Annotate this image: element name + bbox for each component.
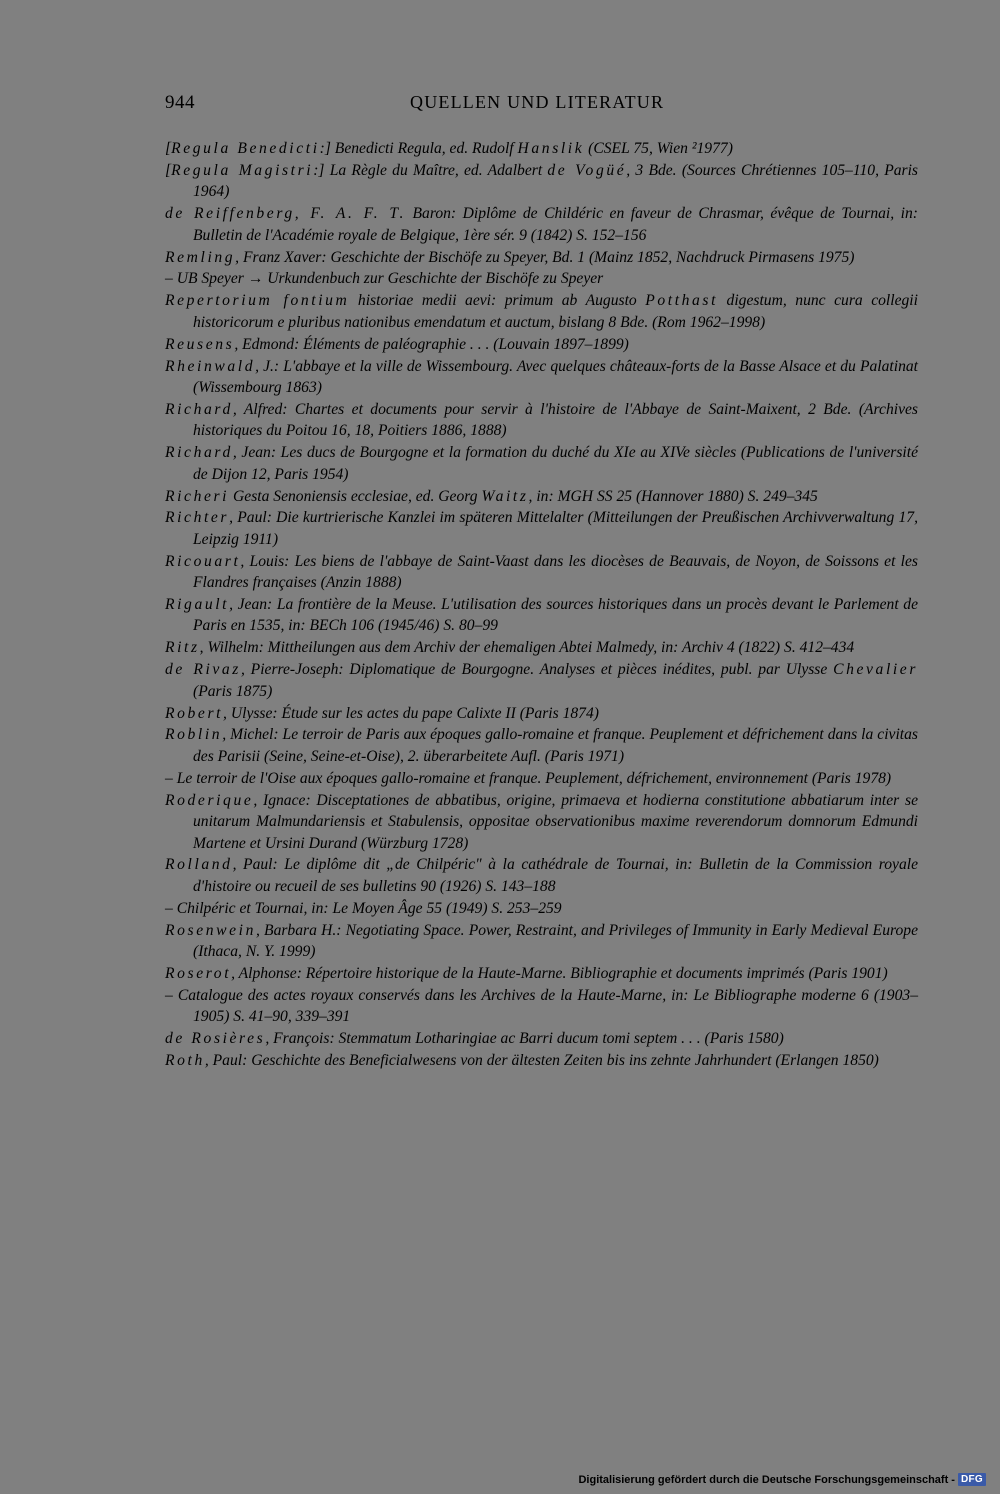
- bibliography-entry: [165, 594, 918, 637]
- entry-author: Rosenwein: [165, 921, 256, 939]
- entry-text: , Jean: Les ducs de Bourgogne et la formation du duché du XIe au XIVe siècles (Publications de l'université de Dijon 12, Paris 1954): [193, 444, 918, 483]
- bibliography-entry: [165, 898, 918, 920]
- entry-author: Hanslik: [517, 140, 585, 157]
- entry-text: (Paris 1875): [193, 682, 273, 700]
- page-header: [165, 92, 918, 118]
- entry-author: de Vogüé: [547, 161, 627, 179]
- entry-author: Waitz: [481, 487, 529, 505]
- entry-author: Roblin: [165, 726, 223, 744]
- bibliography-entry: [165, 486, 918, 508]
- entry-text: , Paul: Geschichte des Beneficialwesens von der ältesten Zeiten bis ins zehnte Jahrhundert (Erlangen 1850): [204, 1052, 879, 1070]
- dfg-logo: DFG: [958, 1473, 986, 1486]
- bibliography-entry: [165, 1050, 918, 1072]
- bibliography-entry: [165, 507, 918, 550]
- entry-text: , Alphonse: Répertoire historique de la Haute-Marne. Bibliographie et documents imprimés (Paris 1901): [231, 964, 888, 982]
- entry-text: , Jean: La frontière de la Meuse. L'utilisation des sources historiques dans un procès devant le Parlement de Paris en 1535, in: BECh 106 (1945/46) S. 80–99: [193, 596, 918, 635]
- entry-text: [: [165, 161, 172, 179]
- entry-text: , Franz Xaver: Geschichte der Bischöfe zu Speyer, Bd. 1 (Mainz 1852, Nachdruck Pirmasens 1975): [235, 248, 855, 266]
- entry-author: Chevalier: [833, 661, 919, 679]
- bibliography-entry: [165, 399, 918, 442]
- bibliography-entry: [165, 247, 918, 269]
- entry-text: , Paul: Le diplôme dit „de Chilpéric" à la cathédrale de Tournai, in: Bulletin de la Commission royale d'histoire ou recueil de ses bulletins 90 (1926) S. 143–188: [193, 856, 918, 895]
- entry-author: Ricouart: [165, 552, 241, 570]
- entry-author: Regula Magistri: [171, 161, 314, 179]
- entry-text: [: [165, 140, 172, 157]
- entry-author: de Reiffenberg, F. A. F. T.: [165, 205, 406, 223]
- entry-author: Richeri: [165, 487, 230, 505]
- entry-text: , Pierre-Joseph: Diplomatique de Bourgogne. Analyses et pièces inédites, publ. par Ulysse: [240, 661, 834, 679]
- entry-text: , J.: L'abbaye et la ville de Wissembourg. Avec quelques châteaux-forts de la Basse Alsace et du Palatinat (Wissembourg 1863): [193, 357, 918, 396]
- bibliography-entry: [165, 637, 918, 659]
- entry-text: , Edmond: Éléments de paléographie . . . (Louvain 1897–1899): [234, 335, 629, 353]
- entry-text: , Wilhelm: Mittheilungen aus dem Archiv der ehemaligen Abtei Malmedy, in: Archiv 4 (1822) S. 412–434: [199, 639, 855, 657]
- entry-author: Richard: [165, 444, 233, 462]
- entry-text: , Ignace: Disceptationes de abbatibus, origine, primaeva et hodierna constitutione abbatiarum inter se unitarum Malmundariensis et Stabulensis, oppositae observationibus maxime reverendorum domnorum Edmundi Martene et Ursini Durand (Würzburg 1728): [193, 791, 918, 852]
- bibliography-entry: [165, 1028, 918, 1050]
- entry-text: , François: Stemmatum Lotharingiae ac Barri ducum tomi septem . . . (Paris 1580): [265, 1030, 784, 1048]
- bibliography-entry: [165, 790, 918, 855]
- bibliography-entry: [165, 290, 918, 333]
- entry-author: Remling: [165, 248, 236, 266]
- entry-author: Richard: [165, 400, 233, 418]
- entry-text: Gesta Senoniensis ecclesiae, ed. Georg: [229, 487, 482, 505]
- bibliography-entry: [165, 138, 918, 160]
- entry-text: :] La Règle du Maître, ed. Adalbert: [313, 161, 548, 179]
- entry-author: Rheinwald: [165, 357, 256, 375]
- entry-text: , in: MGH SS 25 (Hannover 1880) S. 249–345: [528, 487, 818, 505]
- bibliography-entry: [165, 551, 918, 594]
- footer-credit: [578, 1473, 986, 1486]
- bibliography-entry: [165, 160, 918, 203]
- entry-author: Reusens: [165, 335, 235, 353]
- entry-text: , Ulysse: Étude sur les actes du pape Calixte II (Paris 1874): [223, 704, 599, 722]
- bibliography-entry: [165, 724, 918, 767]
- entry-text: Baron: Diplôme de Childéric en faveur de Chrasmar, évêque de Tournai, in: Bulletin de l'Académie royale de Belgique, 1ère sér. 9 (1842) S. 152–156: [193, 205, 918, 244]
- entry-author: Roderique: [165, 791, 254, 809]
- entry-author: Richter: [165, 509, 230, 527]
- entry-text: , Alfred: Chartes et documents pour servir à l'histoire de l'Abbaye de Saint-Maixent, 2 Bde. (Archives historiques du Poitou 16, 18, Poitiers 1886, 1888): [193, 400, 918, 440]
- entry-text: digestum, nunc cura collegii historicorum e pluribus nationibus emendatum et auctum, bislang 8 Bde. (Rom 1962–1998): [193, 292, 918, 331]
- footer-text: Digitalisierung gefördert durch die Deutsche Forschungsgemeinschaft -: [578, 1473, 955, 1486]
- bibliography-entry: [165, 203, 918, 246]
- entry-author: Ritz: [165, 639, 200, 657]
- entry-text: (CSEL 75, Wien ²1977): [584, 140, 733, 157]
- entry-text: – Chilpéric et Tournai, in: Le Moyen Âge 55 (1949) S. 253–259: [165, 899, 562, 917]
- entry-author: Roserot: [165, 964, 232, 982]
- entry-author: Potthast: [645, 292, 719, 310]
- entry-author: Robert: [165, 704, 224, 722]
- entry-author: Regula Benedicti: [171, 140, 320, 157]
- running-title: QUELLEN UND LITERATUR: [410, 92, 665, 112]
- entry-author: de Rosières: [165, 1030, 266, 1048]
- entry-author: de Rivaz: [165, 661, 241, 679]
- bibliography-list: [165, 138, 918, 1072]
- entry-author: Rolland: [165, 856, 233, 874]
- page-number: 944: [165, 92, 195, 113]
- bibliography-entry: [165, 920, 918, 963]
- entry-text: , Paul: Die kurtrierische Kanzlei im späteren Mittelalter (Mitteilungen der Preußischen Archivverwaltung 17, Leipzig 1911): [193, 509, 918, 548]
- entry-text: – Catalogue des actes royaux conservés dans les Archives de la Haute-Marne, in: Le Bibliographe moderne 6 (1903–1905) S. 41–90, 339–391: [165, 986, 918, 1026]
- bibliography-entry: [165, 268, 918, 290]
- entry-author: Rigault: [165, 596, 230, 614]
- entry-text: , Michel: Le terroir de Paris aux époques gallo-romaine et franque. Peuplement et défrichement dans la civitas des Parisii (Seine, Seine-et-Oise), 2. überarbeitete Aufl. (Paris 1971): [193, 726, 918, 765]
- bibliography-entry: [165, 768, 918, 790]
- bibliography-entry: [165, 963, 918, 985]
- bibliography-entry: [165, 854, 918, 897]
- bibliography-entry: [165, 442, 918, 485]
- entry-text: historiae medii aevi: primum ab Augusto: [349, 292, 646, 310]
- bibliography-entry: [165, 659, 918, 702]
- bibliography-entry: [165, 703, 918, 725]
- entry-text: – UB Speyer → Urkundenbuch zur Geschichte der Bischöfe zu Speyer: [165, 270, 604, 288]
- bibliography-entry: [165, 985, 918, 1028]
- bibliography-entry: [165, 356, 918, 399]
- bibliography-entry: [165, 334, 918, 356]
- entry-text: – Le terroir de l'Oise aux époques gallo-romaine et franque. Peuplement, défrichement, environnement (Paris 1978): [165, 769, 892, 787]
- entry-text: , 3 Bde. (Sources Chrétiennes 105–110, Paris 1964): [193, 161, 918, 201]
- entry-text: , Louis: Les biens de l'abbaye de Saint-Vaast dans les diocèses de Beauvais, de Noyon, de Soissons et les Flandres françaises (Anzin 1888): [193, 552, 918, 592]
- entry-author: Repertorium fontium: [165, 292, 350, 310]
- entry-text: :] Benedicti Regula, ed. Rudolf: [319, 140, 518, 157]
- entry-text: , Barbara H.: Negotiating Space. Power, Restraint, and Privileges of Immunity in Early Medieval Europe (Ithaca, N. Y. 1999): [193, 921, 918, 961]
- entry-author: Roth: [165, 1052, 205, 1070]
